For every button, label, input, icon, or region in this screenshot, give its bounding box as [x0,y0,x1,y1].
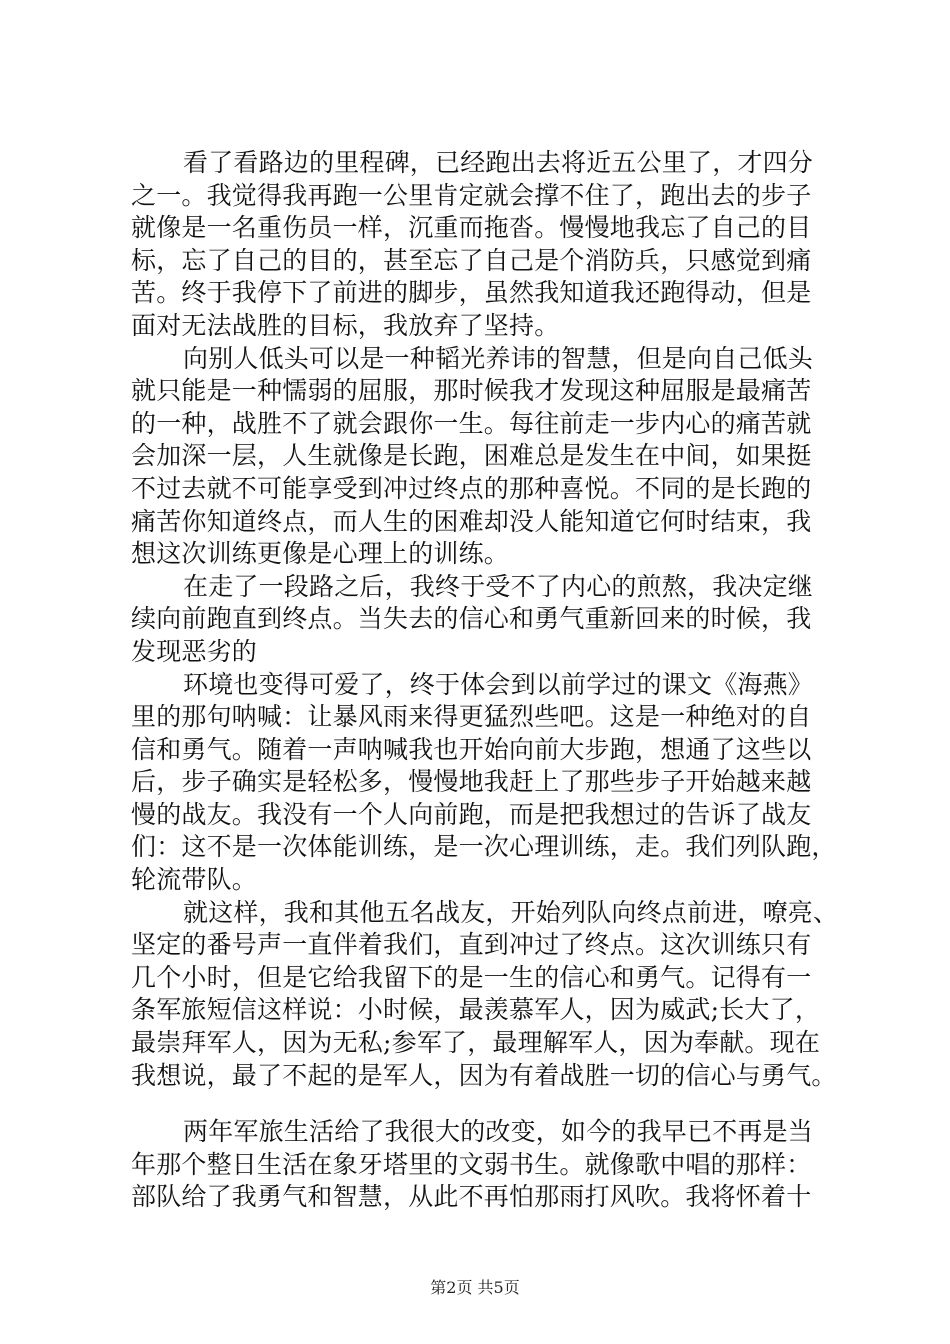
text-line: 几个小时，但是它给我留下的是一生的信心和勇气。记得有一 [131,962,812,992]
text-line: 之一。我觉得我再跑一公里肯定就会撑不住了，跑出去的步子 [131,180,812,210]
text-line: 年那个整日生活在象牙塔里的文弱书生。就像歌中唱的那样： [131,1149,812,1179]
text-line: 信和勇气。随着一声呐喊我也开始向前大步跑，想通了这些以 [131,734,812,764]
text-line: 在走了一段路之后，我终于受不了内心的煎熬，我决定继 [183,571,814,601]
text-line: 想这次训练更像是心理上的训练。 [131,539,510,569]
text-line: 痛苦你知道终点，而人生的困难却没人能知道它何时结束，我 [131,506,812,536]
text-line: 标，忘了自己的目的，甚至忘了自己是个消防兵，只感觉到痛 [131,245,812,275]
text-line: 最崇拜军人，因为无私;参军了，最理解军人，因为奉献。现在 [131,1028,821,1058]
text-line: 面对无法战胜的目标，我放弃了坚持。 [131,310,560,340]
paragraph-gap [131,1092,831,1116]
paragraph [131,897,839,1093]
paragraph [131,147,831,343]
text-line: 看了看路边的里程碑，已经跑出去将近五公里了，才四分 [183,148,814,177]
text-line: 我想说，最了不起的是军人，因为有着战胜一切的信心与勇气。 [131,1060,837,1090]
text-line: 的一种，战胜不了就会跟你一生。每往前走一步内心的痛苦就 [131,408,812,438]
text-line: 会加深一层，人生就像是长跑，困难总是发生在中间，如果挺 [131,441,812,471]
text-line: 不过去就不可能享受到冲过终点的那种喜悦。不同的是长跑的 [131,473,812,503]
text-line: 两年军旅生活给了我很大的改变，如今的我早已不再是当 [183,1117,814,1147]
paragraph [131,669,837,897]
text-line: 发现恶劣的 [131,636,258,666]
text-line: 就这样，我和其他五名战友，开始列队向终点前进，嘹亮、 [183,897,839,927]
paragraph [131,1116,831,1214]
text-line: 们：这不是一次体能训练，是一次心理训练，走。我们列队跑， [131,832,837,862]
text-line: 就像是一名重伤员一样，沉重而拖沓。慢慢地我忘了自己的目 [131,213,812,243]
page-number-footer: 第2页 共5页 [430,1278,520,1297]
text-line: 续向前跑直到终点。当失去的信心和勇气重新回来的时候，我 [131,604,812,634]
text-line: 里的那句呐喊：让暴风雨来得更猛烈些吧。这是一种绝对的自 [131,702,812,732]
document-body [131,147,839,1214]
text-line: 条军旅短信这样说：小时候，最羡慕军人，因为威武;长大了， [131,995,821,1025]
text-line: 慢的战友。我没有一个人向前跑，而是把我想过的告诉了战友 [131,799,812,829]
text-line: 向别人低头可以是一种韬光养讳的智慧，但是向自己低头 [183,343,814,373]
paragraph [131,343,831,571]
text-line: 就只能是一种懦弱的屈服，那时候我才发现这种屈服是最痛苦 [131,376,812,406]
text-line: 苦。终于我停下了前进的脚步，虽然我知道我还跑得动，但是 [131,278,812,308]
text-line: 部队给了我勇气和智慧，从此不再怕那雨打风吹。我将怀着十 [131,1182,812,1212]
text-line: 坚定的番号声一直伴着我们，直到冲过了终点。这次训练只有 [131,930,812,960]
text-line: 轮流带队。 [131,865,258,895]
paragraph [131,571,831,669]
text-line: 后，步子确实是轻松多，慢慢地我赶上了那些步子开始越来越 [131,767,812,797]
text-line: 环境也变得可爱了，终于体会到以前学过的课文《海燕》 [183,669,814,699]
